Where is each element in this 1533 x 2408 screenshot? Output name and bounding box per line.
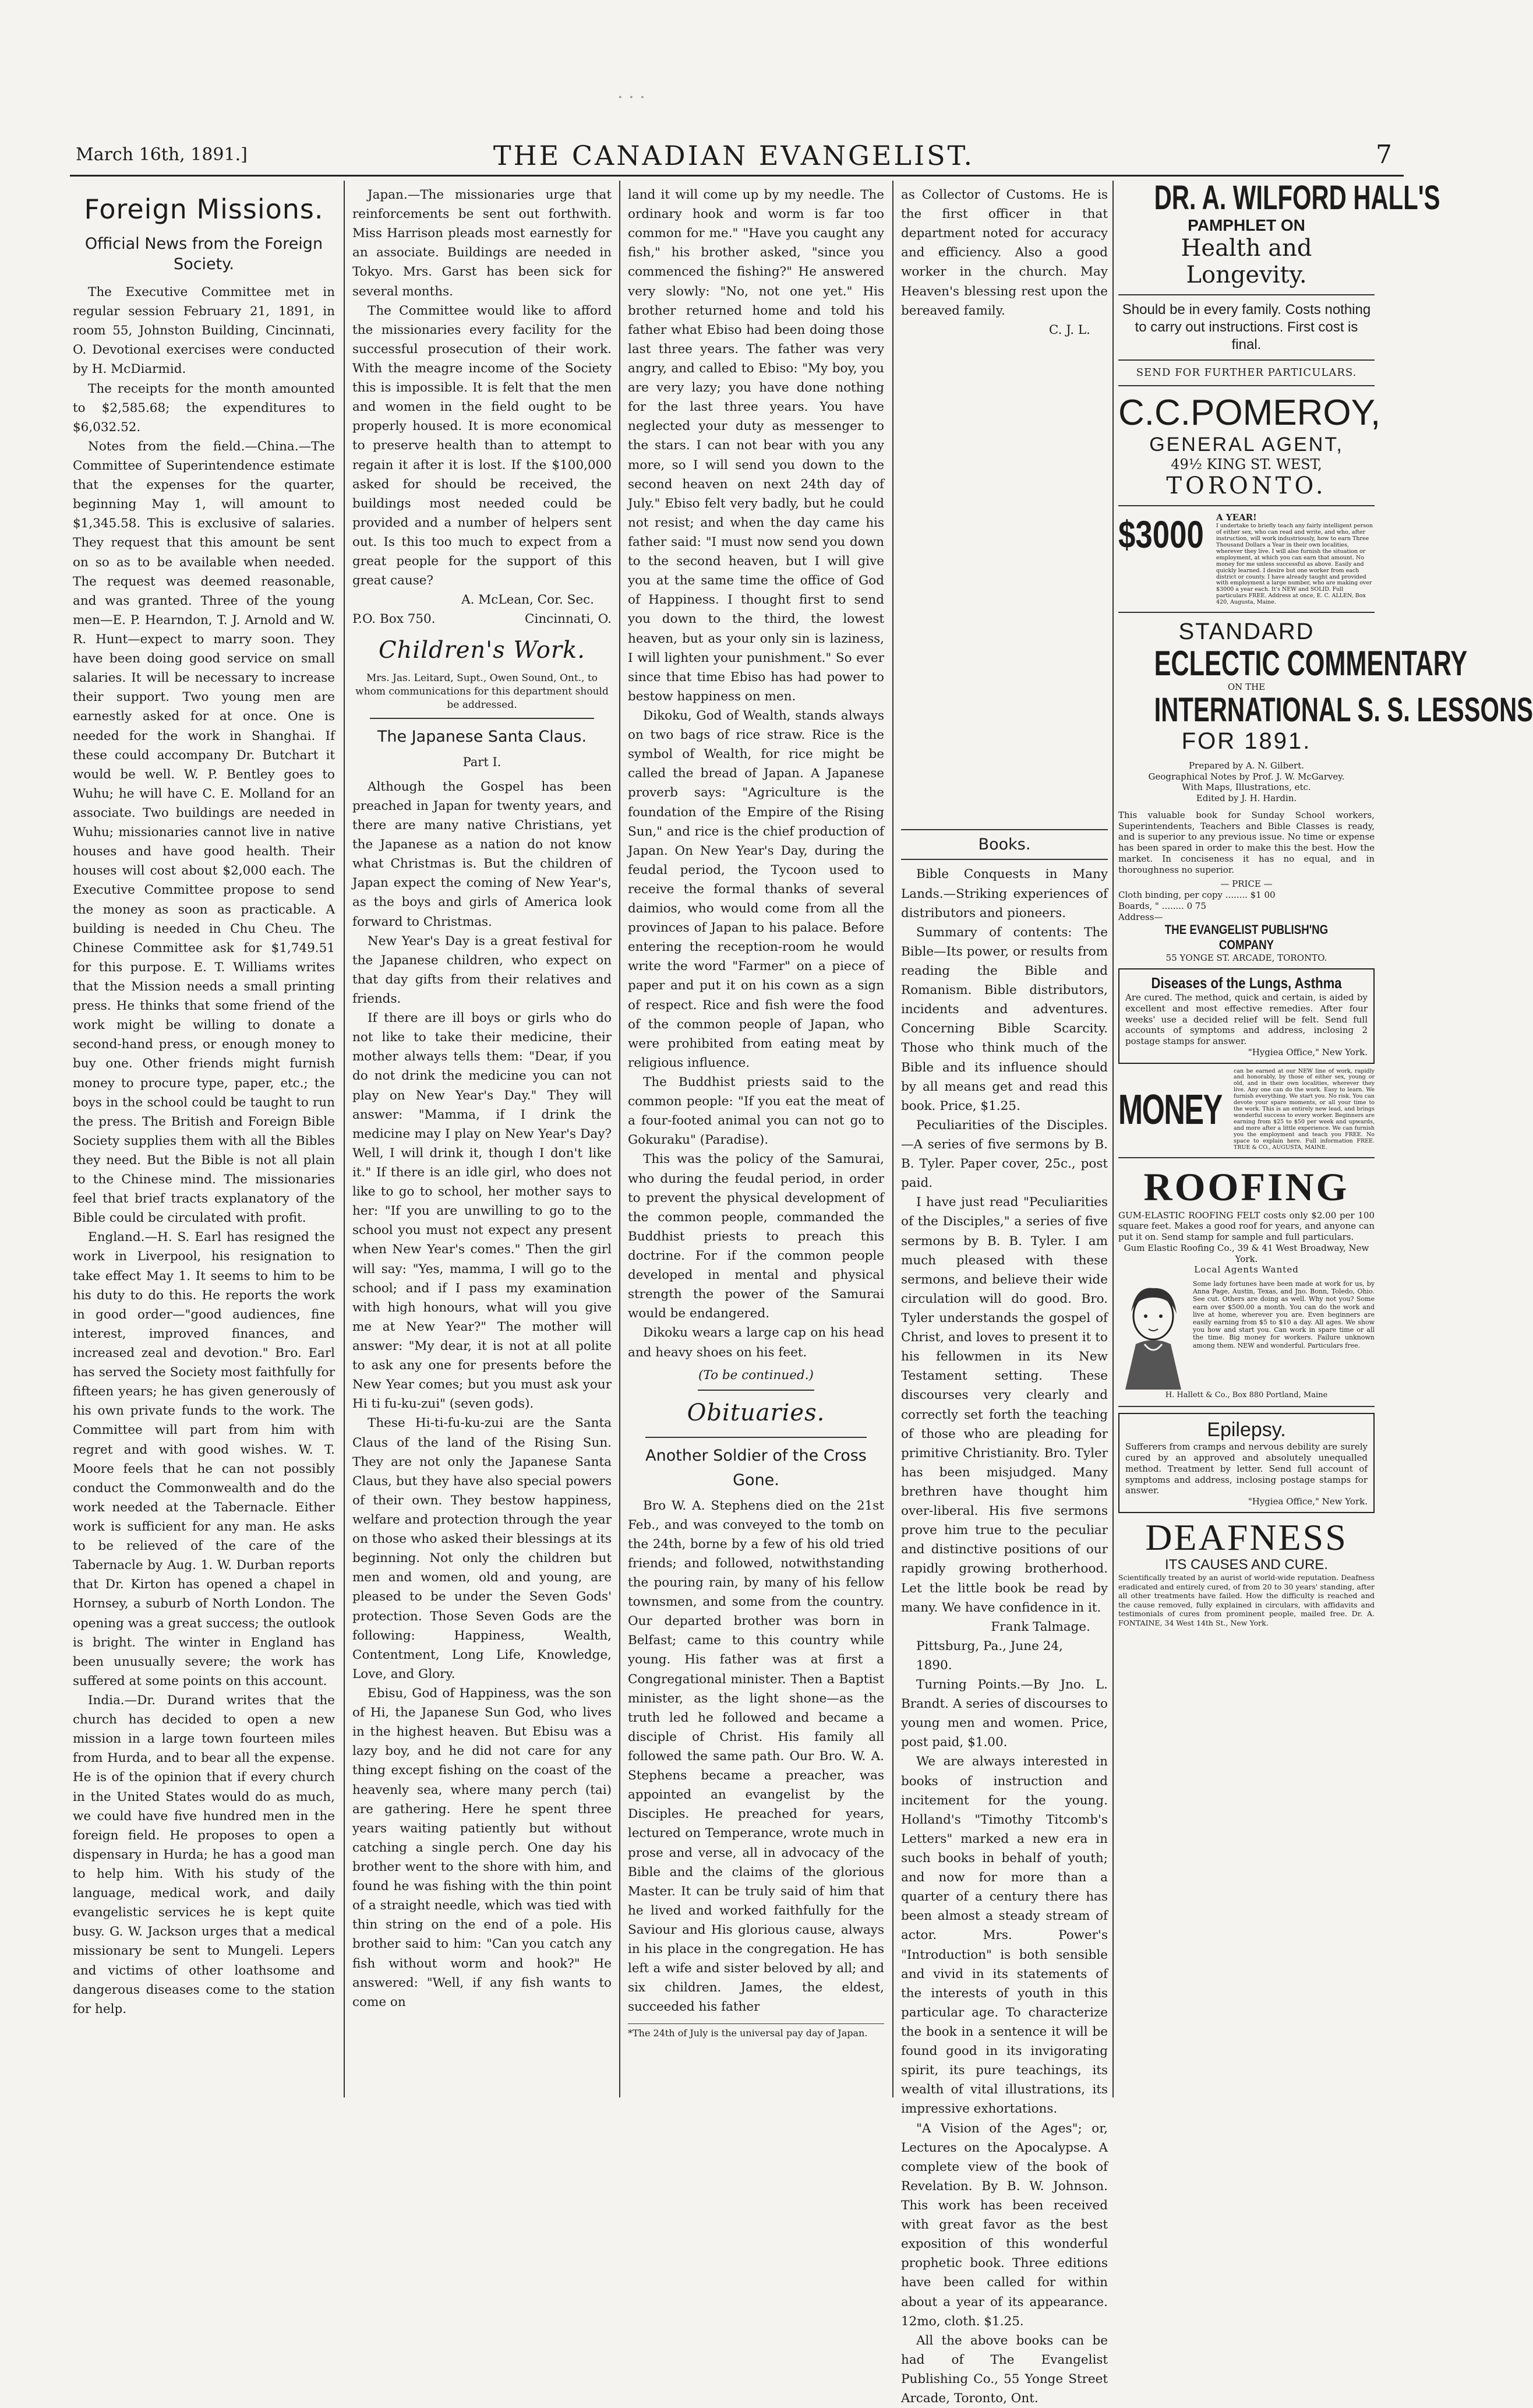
city: Cincinnati, O. xyxy=(525,612,612,627)
divider xyxy=(698,1390,814,1391)
ad-on-the: ON THE xyxy=(1227,682,1266,693)
ad-lungs-sig: "Hygiea Office," New York. xyxy=(1248,1046,1368,1057)
paragraph: Japan.—The missionaries urge that reinforcements be sent out forthwith. Miss Harrison pleads most earnestly for an associate. Buildings are needed in Tokyo. Mrs. Garst has been sick for several months. xyxy=(352,188,612,299)
ad-pomeroy-name: C.C.POMEROY, xyxy=(1118,393,1381,433)
ad-address-label: Address— xyxy=(1118,911,1163,922)
paragraph: Notes from the field.—China.—The Committee of Superintendence estimate that the expenses for the quarter, beginning May 1, will amount to $1,345.58. This is exclusive of salaries. They request that this amount be sent on so as to be available when needed. The request was deemed reasonable, and was granted. Three of the young men—E. P. Hearndon, T. J. Arnold and W. R. Hunt—expect to marry soon. They have been doing good service on small salaries. It will be necessary to increase their support. Two young men are earnestly asked for at once. One is needed for the work in Shanghai. If these could accompany Dr. Butchart it would be well. W. P. Bentley goes to Wuhu; he will have C. E. Molland for an associate. Two buildings are needed in Wuhu; missionaries cannot live in native houses and have good health. Their houses will cost about $2,000 each. The Executive Committee propose to send the money as soon as practicable. A building is needed in Chu Cheu. The Chinese Committee ask for $1,749.51 for this purpose. E. T. Williams writes that the Mission needs a small printing press. He thinks that some friend of the work might be willing to donate a second-hand press, or enough money to buy one. Other friends might furnish money to procure type, paper, etc.; the boys in the school could be taught to run the press. The British and Foreign Bible Society supplies them with all the Bibles they need. But the Bible is not all plain to the Chinese mind. The missionaries feel that brief tracts explanatory of the Bible could be circulated with profit. xyxy=(73,439,335,1226)
ad-roofing-agents: Local Agents Wanted xyxy=(1194,1264,1299,1275)
ad-hall-title: Health and Longevity. xyxy=(1181,234,1312,288)
ad-epilepsy-text: Sufferers from cramps and nervous debility are surely cured by an approved and absolutely unequalled method. Treatment by letter. Send full account of symptoms and address, inclosing postage stamps for answer. xyxy=(1125,1441,1368,1496)
divider xyxy=(645,1437,867,1438)
ad-money-text: can be earned at our NEW line of work, rapidly and honorably, by those of either sex, young or old, and in their own localities, wherever they live. Any one can do the work. Easy to learn. We furnish everything. We start you. No risk. You can devote your spare moments, or all your time to the work. This is an entirely new lead, and brings wonderful success to every worker. Beginners are earning from $25 to $50 per week and upwards, and more after a little experience. We can furnish you the employment and teach you FREE. No space to explain here. Full information FREE. TRUE & CO., AUGUSTA, MAINE. xyxy=(1234,1067,1375,1151)
ad-deafness-title: DEAFNESS xyxy=(1145,1516,1348,1558)
ad-roofing-text: GUM-ELASTIC ROOFING FELT costs only $2.00 per 100 square feet. Makes a good roof for years, and anyone can put it on. Send stamp for sample and full particulars. xyxy=(1118,1210,1375,1242)
ad-pomeroy xyxy=(1118,392,1381,506)
ad-3000-head: A YEAR! xyxy=(1216,512,1257,523)
ad-deafness xyxy=(1118,1518,1375,1628)
ad-hall-pamphlet: PAMPHLET ON xyxy=(1188,216,1305,234)
ad-hallett xyxy=(1118,1280,1375,1391)
ad-lungs-head: Diseases of the Lungs, Asthma xyxy=(1151,974,1342,992)
ad-standard: STANDARD xyxy=(1178,619,1315,645)
paragraph: as Collector of Customs. He is the first officer in that department noted for accuracy and efficiency. Also a good worker in the church. May Heaven's blessing rest upon the bereaved family. xyxy=(901,188,1108,318)
ad-publish-addr: 55 YONGE ST. ARCADE, TORONTO. xyxy=(1165,953,1327,964)
ad-divider xyxy=(1118,612,1375,613)
column-rule xyxy=(892,181,893,2097)
ad-divider xyxy=(1118,294,1375,295)
paragraph: The receipts for the month amounted to $2,585.68; the expenditures to $6,032.52. xyxy=(73,381,335,435)
ad-divider xyxy=(1118,1406,1375,1407)
scan-mark: · · · xyxy=(617,87,645,108)
advertisements-column xyxy=(1118,179,1533,2103)
ad-edited: Edited by J. H. Hardin. xyxy=(1196,793,1297,804)
ad-deafness-sub: ITS CAUSES AND CURE. xyxy=(1164,1556,1329,1573)
signature: A. McLean, Cor. Sec. xyxy=(461,593,594,608)
ad-divider xyxy=(1118,385,1375,386)
ad-hallett-text: Some lady fortunes have been made at work for us, by Anna Page, Austin, Texas, and Jno. Bonn, Toledo, Ohio. See cut. Others are doing as well. Why not you? Some earn over $500.00 a month. You can do the work and live at home, wherever you are. Even beginners are easily earning from $5 to $10 a day. All ages. We show you how and start you. Can work in spare time or all the time. Big money for workers. Failure unknown among them. NEW and wonderful. Particulars free. xyxy=(1193,1280,1375,1349)
ad-money-word: MONEY xyxy=(1118,1086,1222,1133)
paragraph: All the above books can be had of The Evangelist Publishing Co., 55 Yonge Street Arcade, Toronto, Ont. xyxy=(901,2333,1108,2406)
divider xyxy=(370,718,594,719)
book-entry: Turning Points.—By Jno. L. Brandt. A series of discourses to young men and women. Price, post paid, $1.00. xyxy=(901,1677,1108,1750)
page-number: 7 xyxy=(1376,140,1392,170)
ad-roofing xyxy=(1118,1164,1375,1276)
ad-pomeroy-address: 49½ KING ST. WEST, xyxy=(1171,456,1322,473)
address-line xyxy=(352,609,612,629)
ad-pomeroy-city: TORONTO. xyxy=(1166,473,1327,500)
ad-pomeroy-role: GENERAL AGENT, xyxy=(1149,433,1344,456)
column-story-obituaries xyxy=(628,185,884,2079)
paragraph: This was the policy of the Samurai, who during the feudal period, in order to prevent the physical development of the common people, commanded the Buddhist priests to preach this doctrine. For if the common people developed in mental and physical strength the power of the Samurai would be endangered. xyxy=(628,1152,884,1321)
paragraph: Dikoku, God of Wealth, stands always on two bags of rice straw. Rice is the symbol of Wealth, for rice might be called the bread of Japan. A Japanese proverb says: "Agriculture is the foundation of the Empire of the Rising Sun," and rice is the chief production of Japan. On New Year's Day, during the feudal period, the Tycoon used to receive the formal thanks of several daimios, who would come from all the provinces of Japan to his palace. Before entering the reception-room he would write the word "Farmer" on a piece of paper and put it on his cown as a sign of respect. Rice and fish were the food of the common people of Japan, who were prohibited from eating meat by religious influence. xyxy=(628,708,884,1070)
ad-hall-body: Should be in every family. Costs nothing to carry out instructions. First cost is final. xyxy=(1122,301,1371,352)
books-heading: Books. xyxy=(901,829,1108,861)
obituary-signature: C. J. L. xyxy=(1048,322,1090,337)
ad-eclectic: ECLECTIC COMMENTARY xyxy=(1154,644,1468,683)
paragraph: Although the Gospel has been preached in Japan for twenty years, and there are many native Christians, yet the Japanese as a nation do not know what Christmas is. But the children of Japan expect the coming of New Year's, as the boys and girls of America look forward to Christmas. xyxy=(352,779,612,929)
book-entry: Peculiarities of the Disciples.—A series of five sermons by B. B. Tyler. Paper cover, 25c., post paid. xyxy=(901,1117,1108,1191)
newspaper-title: THE CANADIAN EVANGELIST. xyxy=(493,140,975,171)
section-title-foreign-missions: Foreign Missions. xyxy=(84,193,324,225)
paragraph: The Executive Committee met in regular session February 21, 1891, in room 55, Johnston Building, Cincinnati, O. Devotional exercises were conducted by H. McDiarmid. xyxy=(73,285,335,377)
ad-epilepsy-sig: "Hygiea Office," New York. xyxy=(1248,1496,1368,1507)
ad-price-boards: Boards, " ........ 0 75 xyxy=(1118,900,1206,911)
paragraph: Ebisu, God of Happiness, was the son of Hi, the Japanese Sun God, who lives in the highest heaven. But Ebisu was a lazy boy, and he did not care for any thing except fishing on the coast of the heavenly sea, where many perch (tai) are gathering. Here he spent three years waiting patiently but without catching a single perch. One day his brother went to the shore with him, and found he was fishing with the thin point of a straight needle, which was tied with thin string on the end of a pole. His brother said to him: "Can you catch any fish without worm and hook?" He answered: "Well, if any fish wants to come on xyxy=(352,1686,612,2009)
editor-note: Mrs. Jas. Leitard, Supt., Owen Sound, Ont., to whom communications for this department should be addressed. xyxy=(355,672,609,711)
section-title-childrens-work: Children's Work. xyxy=(379,636,585,664)
ad-roofing-co: Gum Elastic Roofing Co., 39 & 41 West Broadway, New York. xyxy=(1124,1242,1369,1264)
column-rule xyxy=(619,181,620,2097)
paragraph: Summary of contents: The Bible—Its power, or results from reading the Bible and Romanism. Bible distributors, incidents and adventures. Concerning Bible Scarcity. Those who think much of the Bible and its influence should by all means get and read this book. Price, $1.25. xyxy=(901,925,1108,1113)
paragraph: Bro W. A. Stephens died on the 21st Feb., and was conveyed to the tomb on the 24th, borne by a few of his old tried friends; and followed, notwithstanding the pouring rain, by many of his fellow townsmen, and some from the country. Our departed brother was born in Belfast; came to this country while young. His father was at first a Congregational minister. Then a Baptist minister, as the light shone—as the truth led he followed and became a disciple of Christ. His family all followed the same path. Our Bro. W. A. Stephens became a preacher, was appointed an evangelist by the Disciples. He preached for years, lectured on Temperance, wrote much in prose and verse, all in advocacy of the Bible and the claims of the glorious Master. It can be truly said of him that he lived and worked faithfully for the Saviour and His glorious cause, always in his place in the congregation. He has left a wife and sister beloved by all; and six children. James, the eldest, succeeded his father xyxy=(628,1498,884,2015)
ad-epilepsy-head: Epilepsy. xyxy=(1207,1419,1286,1441)
issue-date: March 16th, 1891.] xyxy=(76,144,248,165)
ad-lungs xyxy=(1118,968,1375,1064)
ad-publish-co: THE EVANGELIST PUBLISH'NG COMPANY xyxy=(1164,922,1329,953)
paragraph: England.—H. S. Earl has resigned the work in Liverpool, his resignation to take effect May 1. It seems to him to be his duty to do this. He reports the work in good order—"good audiences, fine interest, improved finances, and increased zeal and devotion." Bro. Earl has served the Society most faithfully for fifteen years; he has given generously of his own private funds to the work. The Committee will part from him with regret and with good wishes. W. T. Moore feels that he can not possibly conduct the Commonwealth and do the work needed at the Tabernacle. Either work is sufficient for any man. He asks to be relieved of the care of the Tabernacle by Aug. 1. W. Durban reports that Dr. Kirton has opened a chapel in Hornsey, a suburb of North London. The opening was a great success; the outlook is bright. The winter in England has been unusually severe; the work has suffered at some points on this account. xyxy=(73,1230,335,1688)
paragraph: We are always interested in books of instruction and incitement for the young. Holland's "Timothy Titcomb's Letters" marked a new era in such books in behalf of youth; and now for more than a quarter of a century there has been almost a steady stream of actor. Mrs. Power's "Introduction" is both sensible and vivid in its statements of the interests of youth in this particular age. To characterize the book in a sentence it will be found good in its invigorating spirit, its pure teachings, its wealth of vital illustrations, its impressive exhortations. xyxy=(901,1754,1108,2117)
ad-price-cloth: Cloth binding, per copy ........ $1 00 xyxy=(1118,890,1276,901)
ad-prepared: Prepared by A. N. Gilbert. xyxy=(1188,760,1305,771)
paragraph: These Hi-ti-fu-ku-zui are the Santa Claus of the land of the Rising Sun. They are not only the Japanese Santa Claus, but they have also special powers of their own. They bestow happiness, welfare and protection through the year on those who asked their blessings at its beginning. Not only the children but men and women, old and young, are pleased to be under the Seven Gods' protection. Those Seven Gods are the following: Happiness, Wealth, Contentment, Long Life, Knowledge, Love, and Glory. xyxy=(352,1416,612,1681)
column-books xyxy=(901,185,1108,2406)
ad-valuable: This valuable book for Sunday School workers, Superintendents, Teachers and Bible Classes is ready, and is superior to any previous issue. No time or expense has been spared in order to make this the best. How the market. In conciseness it has no equal, and in thoroughness no superior. xyxy=(1118,809,1375,875)
ad-lungs-text: Are cured. The method, quick and certain, is aided by excellent and most effective remedies. After four weeks' use a decided relief will be felt. Send full accounts of symptoms and address, inclosing 2 postage stamps for answer. xyxy=(1125,992,1368,1047)
paragraph: India.—Dr. Durand writes that the church has decided to open a new mission in a large town fourteen miles from Hurda, and to bear all the expense. He is of the opinion that if every church in the United States would do as much, we could have five hundred men in the foreign field. He proposes to open a dispensary in Hurda; he has a good man to help him. With his study of the language, medical work, and daily evangelistic services he is kept quite busy. G. W. Jackson urges that a medical missionary be sent to Mungeli. Lepers and victims of other loathsome and dangerous diseases come to the station for help. xyxy=(73,1693,335,2016)
column-rule xyxy=(344,181,345,2097)
column-japan-children xyxy=(352,185,612,2079)
footnote: *The 24th of July is the universal pay day of Japan. xyxy=(628,2023,884,2040)
ad-3000-amount: $3000 xyxy=(1118,513,1204,556)
ad-three-thousand xyxy=(1118,512,1375,606)
story-title: The Japanese Santa Claus. xyxy=(377,727,587,746)
ad-divider xyxy=(1118,359,1375,361)
ad-price-head: — PRICE — xyxy=(1220,879,1273,890)
ad-deafness-text: Scientifically treated by an aurist of world-wide reputation. Deafness eradicated and entirely cured, of from 20 to 30 years' standing, after all other treatments have failed. How the difficulty is reached and the cause removed, fully explained in circulars, with affidavits and testimonials of cures from prominent people, mailed free. Dr. A. FONTAINE, 34 West 14th St., New York. xyxy=(1118,1573,1375,1628)
paragraph: If there are ill boys or girls who do not like to take their medicine, their mother always tells them: "Dear, if you do not drink the medicine you can not play on New Year's Day." They will answer: "Mamma, if I drink the medicine may I play on New Year's Day? Well, I will drink it, though I don't like it." If there is an idle girl, who does not like to go to school, her mother says to her: "If you are unwilling to go to the school you must not expect any present when New Year's comes." Then the girl will say: "Yes, mamma, I will go to the school; and if I pass my examination with high honours, what will you give me at New Year?" The mother will answer: "My dear, it is not at all polite to ask any one for presents before the New Year comes; but you must ask your Hi ti fu-ku-zui" (seven gods). xyxy=(352,1011,612,1412)
to-be-continued: (To be continued.) xyxy=(698,1367,814,1383)
paragraph: New Year's Day is a great festival for the Japanese children, who expect on that day gifts from their relatives and friends. xyxy=(352,933,612,1007)
article-subtitle: Official News from the Foreign Society. xyxy=(84,234,323,273)
paragraph: Dikoku wears a large cap on his head and heavy shoes on his feet. xyxy=(628,1325,884,1360)
ad-intl-lessons: INTERNATIONAL S. S. LESSONS xyxy=(1154,690,1533,729)
ad-hall-name: DR. A. WILFORD HALL'S xyxy=(1154,179,1440,217)
ad-geo-notes: Geographical Notes by Prof. J. W. McGarvey. xyxy=(1148,771,1345,782)
ad-divider xyxy=(1118,505,1375,506)
ad-roofing-title: ROOFING xyxy=(1143,1164,1350,1209)
blank-space xyxy=(901,340,1108,823)
column-rule xyxy=(1112,181,1114,2097)
ad-health-longevity xyxy=(1118,179,1440,386)
paragraph: The Committee would like to afford the missionaries every facility for the successful prosecution of their work. With the meagre income of the Society this is impossible. It is felt that the men and women in the field ought to be properly housed. It is more economical to preserve health than to attempt to regain it after it is lost. If the $100,000 asked for should be received, the buildings most needed could be provided and a number of helpers sent out. Is this too much to expect from a great people for the support of this great cause? xyxy=(352,303,612,588)
reviewer-signature: Frank Talmage. xyxy=(991,1619,1090,1634)
ad-hall-send: SEND FOR FURTHER PARTICULARS. xyxy=(1136,366,1357,379)
ad-for-year: FOR 1891. xyxy=(1181,728,1312,754)
paragraph: The Buddhist priests said to the common people: "If you eat the meat of a four-footed animal you can not go to Gokuraku" (Paradise). xyxy=(628,1075,884,1148)
ad-divider xyxy=(1118,1157,1375,1158)
ad-maps: With Maps, Illustrations, etc. xyxy=(1182,782,1311,793)
paragraph: I have just read "Peculiarities of the Disciples," a series of five sermons by B. B. Tyler. I am much pleased with these sermons, and believe their wide circulation will do good. Bro. Tyler understands the gospel of Christ, and loves to present it to his fellowmen in its New Testament setting. These discourses very clearly and correctly set forth the teaching of those who are pleading for primitive Christianity. Bro. Tyler has been misjudged. Many brethren have thought him over-liberal. His five sermons prove him true to the peculiar and distinctive positions of our rapidly growing brotherhood. Let the little book be read by many. We have confidence in it. xyxy=(901,1195,1108,1615)
book-entry: Bible Conquests in Many Lands.—Striking experiences of distributors and pioneers. xyxy=(901,867,1108,921)
story-part: Part I. xyxy=(462,755,501,769)
ad-epilepsy xyxy=(1118,1413,1375,1513)
header-rule xyxy=(70,175,1404,177)
page-header xyxy=(76,140,1392,175)
ad-hallett-co: H. Hallett & Co., Box 880 Portland, Maine xyxy=(1165,1391,1328,1399)
book-entry: "A Vision of the Ages"; or, Lectures on the Apocalypse. A complete view of the book of Revelation. By B. W. Johnson. This work has been received with great favor as the best exposition of this wonderful prophetic book. Three editions have been called for within about a year of its appearance. 12mo, cloth. $1.25. xyxy=(901,2121,1108,2329)
paragraph: land it will come up by my needle. The ordinary hook and worm is far too common for me." "Have you caught any fish," his brother asked, "since you commenced the fishing?" He answered very slowly: "No, not one yet." His brother returned home and told his father what Ebiso had been doing those last three years. The father was very angry, and called to Ebiso: "My boy, you are very lazy; you have done nothing for the last three years. You have neglected your duty as messenger to the stars. I can not bear with you any more, so I will send you down to the second heaven on next 24th day of July." Ebiso felt very badly, but he could not resist; and when the day came his father said: "I must now send you down to the second heaven, but I will give you at the same time the office of God of Happiness. I thought first to send you down to the third, the lowest heaven, but as your only sin is laziness, I will lighten your punishment." So ever since that time Ebiso has had power to bestow happiness on men. xyxy=(628,188,884,704)
ad-3000-text: I undertake to briefly teach any fairly intelligent person of either sex, who can read and write, and who, after instruction, will work industriously, how to earn Three Thousand Dollars a Year in their own localities, wherever they live. I will also furnish the situation or employment, at which you can earn that amount. No money for me unless successful as above. Easily and quickly learned. I desire but one worker from each district or county. I have already taught and provided with employment a large number, who are making over $3000 a year each. It's NEW and SOLID. Full particulars FREE. Address at once, E. C. ALLEN, Box 420, Augusta, Maine. xyxy=(1216,523,1373,606)
ad-money xyxy=(1118,1069,1375,1151)
obituary-title: Another Soldier of the Cross Gone. xyxy=(645,1447,867,1489)
po-box: P.O. Box 750. xyxy=(352,612,436,627)
column-foreign-missions xyxy=(73,185,335,2079)
section-title-obituaries: Obituaries. xyxy=(687,1399,825,1426)
reviewer-place: Pittsburg, Pa., June 24, 1890. xyxy=(916,1638,1063,1673)
woman-portrait-illustration xyxy=(1118,1280,1188,1391)
ad-eclectic-commentary xyxy=(1118,619,1533,964)
